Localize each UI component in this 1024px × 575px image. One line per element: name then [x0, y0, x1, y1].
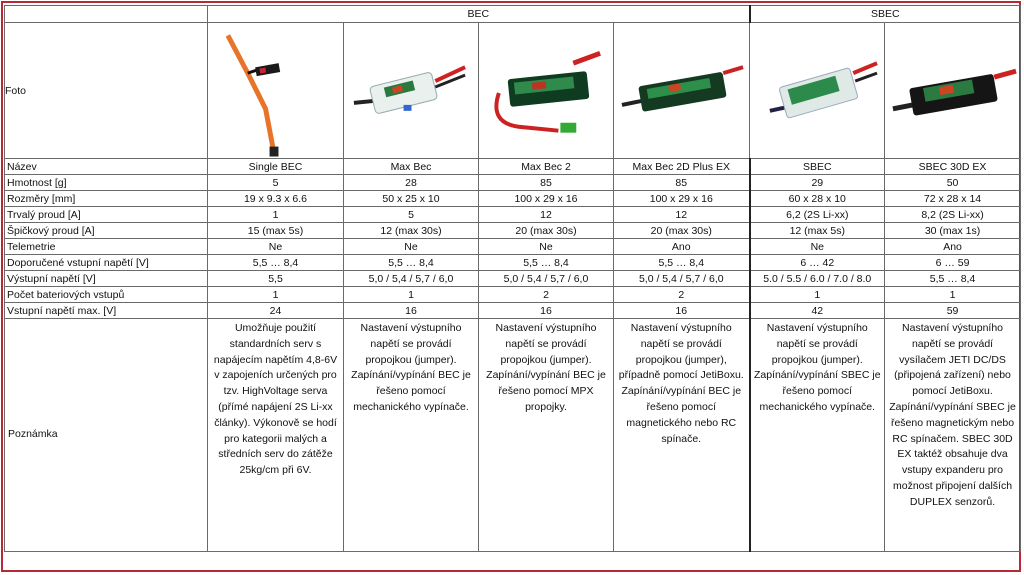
- row-label: Vstupní napětí max. [V]: [5, 303, 208, 319]
- row-label: Telemetrie: [5, 239, 208, 255]
- cell: Ne: [208, 239, 344, 255]
- cell: Max Bec 2D Plus EX: [614, 159, 750, 175]
- row-rozmery: [5, 191, 1021, 207]
- cell: 1: [208, 287, 344, 303]
- cell: 85: [479, 175, 614, 191]
- cell: 12: [479, 207, 614, 223]
- cell: 12 (max 5s): [750, 223, 885, 239]
- cell: 16: [344, 303, 479, 319]
- cell: 12: [614, 207, 750, 223]
- row-label: Počet bateriových vstupů: [5, 287, 208, 303]
- note-cell: Nastavení výstupního napětí se provádí propojkou (jumper). Zapínání/vypínání BEC je řešeno pomocí mechanického vypínače.: [344, 319, 479, 552]
- row-label: Rozměry [mm]: [5, 191, 208, 207]
- photo-single-bec: [208, 23, 344, 159]
- row-telemetrie: [5, 239, 1021, 255]
- cell: 5: [344, 207, 479, 223]
- cell: Max Bec: [344, 159, 479, 175]
- cell: 24: [208, 303, 344, 319]
- cell: 6 … 59: [885, 255, 1021, 271]
- cell: 5,5 … 8,4: [885, 271, 1021, 287]
- row-vstupni-napeti-max: [5, 303, 1021, 319]
- photo-max-bec: [344, 23, 479, 159]
- note-cell: Nastavení výstupního napětí se provádí propojkou (jumper). Zapínání/vypínání BEC je řešeno pomocí MPX propojky.: [479, 319, 614, 552]
- row-pocet-vstupu: [5, 287, 1021, 303]
- cell: 29: [750, 175, 885, 191]
- cell: 5: [208, 175, 344, 191]
- row-nazev: [5, 159, 1021, 175]
- cell: 42: [750, 303, 885, 319]
- photo-sbec: [750, 23, 885, 159]
- note-cell: Nastavení výstupního napětí se provádí propojkou (jumper), případně pomocí JetiBoxu. Zapínání/vypínání BEC je řešeno pomocí magnetického nebo RC spínače.: [614, 319, 750, 552]
- row-label: Název: [5, 159, 208, 175]
- cell: 1: [885, 287, 1021, 303]
- note-cell: Umožňuje použití standardních serv s napájecím napětím 4,8-6V v zapojeních určených pro tzv. HighVoltage serva (přímé napájení 2S Li-xx články). Výkonově se hodí pro kategorii malých a středních serv do zátěže 25kg/cm při 6V.: [208, 319, 344, 552]
- cell: 5,0 / 5,4 / 5,7 / 6,0: [479, 271, 614, 287]
- row-label: Doporučené vstupní napětí [V]: [5, 255, 208, 271]
- row-label: Poznámka: [5, 319, 208, 552]
- cell: 1: [208, 207, 344, 223]
- cell: 5,5 … 8,4: [479, 255, 614, 271]
- row-doporucene-napeti: [5, 255, 1021, 271]
- cell: 5,5 … 8,4: [344, 255, 479, 271]
- row-hmotnost: [5, 175, 1021, 191]
- cell: 6,2 (2S Li-xx): [750, 207, 885, 223]
- cell: 16: [614, 303, 750, 319]
- cell: 5,5: [208, 271, 344, 287]
- row-spickovy-proud: [5, 223, 1021, 239]
- cell: 5,0 / 5,4 / 5,7 / 6,0: [614, 271, 750, 287]
- row-label: Špičkový proud [A]: [5, 223, 208, 239]
- cell: Single BEC: [208, 159, 344, 175]
- cell: 16: [479, 303, 614, 319]
- cell: 20 (max 30s): [479, 223, 614, 239]
- cell: 59: [885, 303, 1021, 319]
- cell: 100 x 29 x 16: [479, 191, 614, 207]
- cell: 72 x 28 x 14: [885, 191, 1021, 207]
- cell: 8,2 (2S Li-xx): [885, 207, 1021, 223]
- cell: Ne: [750, 239, 885, 255]
- row-trvaly-proud: [5, 207, 1021, 223]
- cell: 2: [479, 287, 614, 303]
- cell: SBEC 30D EX: [885, 159, 1021, 175]
- note-cell: Nastavení výstupního napětí se provádí vysílačem JETI DC/DS (připojená zařízení) nebo pomocí JetiBoxu. Zapínání/vypínání SBEC je řešeno magnetickým nebo RC spínačem. SBEC 30D EX taktéž obsahuje dva vstupy expanderu pro možnost připojení dalších DUPLEX senzorů.: [885, 319, 1021, 552]
- cell: Ne: [479, 239, 614, 255]
- cell: 1: [750, 287, 885, 303]
- row-label: Trvalý proud [A]: [5, 207, 208, 223]
- photo-max-bec-2: [479, 23, 614, 159]
- photo-sbec-30d-ex: [885, 23, 1021, 159]
- row-poznamka: [5, 319, 1021, 552]
- foto-label: Foto: [5, 23, 208, 159]
- group-header-row: [5, 6, 1021, 23]
- cell: Ano: [885, 239, 1021, 255]
- cell: 50: [885, 175, 1021, 191]
- note-cell: Nastavení výstupního napětí se provádí propojkou (jumper). Zapínání/vypínání SBEC je řešeno pomocí mechanického vypínače.: [750, 319, 885, 552]
- empty-corner: [5, 6, 208, 23]
- group-sbec: SBEC: [750, 6, 1021, 23]
- cell: 20 (max 30s): [614, 223, 750, 239]
- cell: 28: [344, 175, 479, 191]
- cell: 5,0 / 5,4 / 5,7 / 6,0: [344, 271, 479, 287]
- cell: 5.0 / 5.5 / 6.0 / 7.0 / 8.0: [750, 271, 885, 287]
- bec-comparison-table: [4, 5, 1021, 552]
- row-label: Výstupní napětí [V]: [5, 271, 208, 287]
- cell: 19 x 9.3 x 6.6: [208, 191, 344, 207]
- cell: Max Bec 2: [479, 159, 614, 175]
- cell: 5,5 … 8,4: [208, 255, 344, 271]
- photo-row: [5, 23, 1021, 159]
- cell: 30 (max 1s): [885, 223, 1021, 239]
- cell: 6 … 42: [750, 255, 885, 271]
- cell: 50 x 25 x 10: [344, 191, 479, 207]
- cell: 2: [614, 287, 750, 303]
- group-bec: BEC: [208, 6, 750, 23]
- cell: 1: [344, 287, 479, 303]
- row-label: Hmotnost [g]: [5, 175, 208, 191]
- photo-max-bec-2d-plus-ex: [614, 23, 750, 159]
- cell: 100 x 29 x 16: [614, 191, 750, 207]
- cell: 15 (max 5s): [208, 223, 344, 239]
- cell: Ne: [344, 239, 479, 255]
- cell: Ano: [614, 239, 750, 255]
- cell: 5,5 … 8,4: [614, 255, 750, 271]
- cell: SBEC: [750, 159, 885, 175]
- cell: 60 x 28 x 10: [750, 191, 885, 207]
- cell: 12 (max 30s): [344, 223, 479, 239]
- cell: 85: [614, 175, 750, 191]
- row-vystupni-napeti: [5, 271, 1021, 287]
